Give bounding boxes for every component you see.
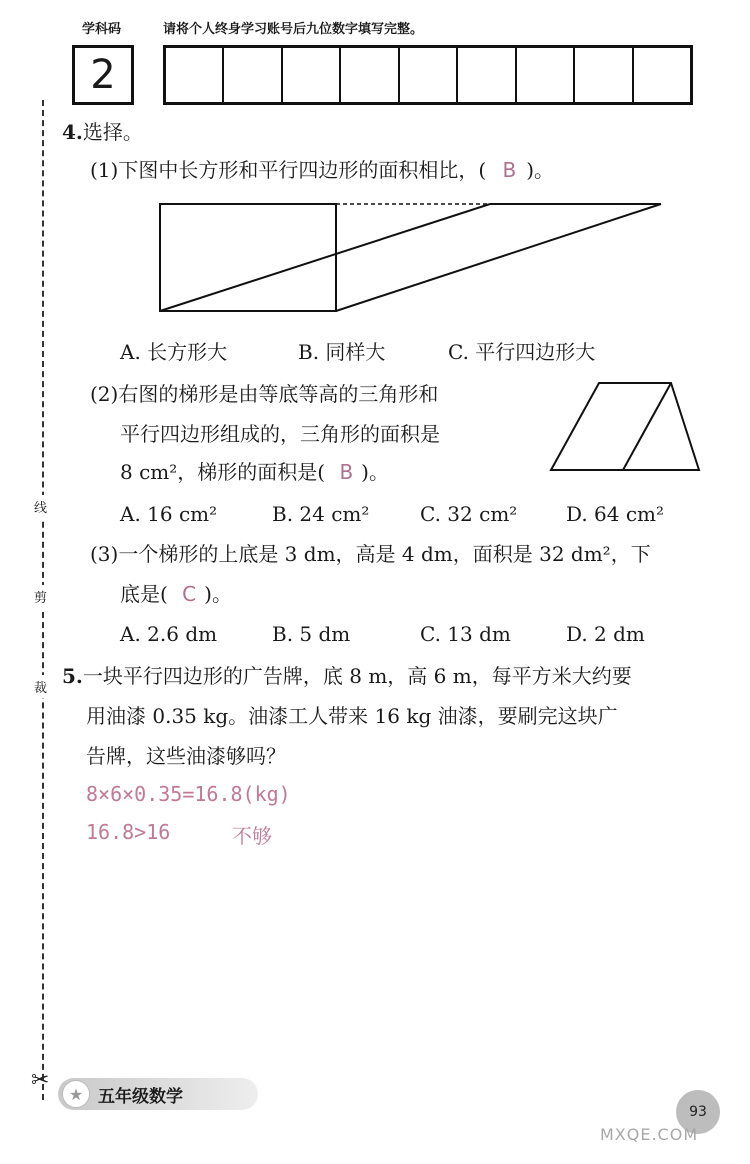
cut-word-cut: 剪 [34, 585, 47, 608]
q4-3-line2 [120, 580, 232, 608]
trapezoid-shape [551, 383, 699, 470]
star-icon: ★ [62, 1080, 90, 1108]
q4-3-option-d: D. 2 dm [566, 622, 645, 646]
q4-heading: 选择。 [82, 120, 143, 144]
digit-box[interactable] [341, 48, 399, 102]
watermark: MXQE.COM [600, 1125, 699, 1144]
q4-1-option-a: A. 长方形大 [120, 340, 228, 364]
q4-2-option-c: C. 32 cm² [420, 502, 518, 526]
q4-2-suffix: )。 [361, 460, 389, 484]
q4-title [62, 118, 143, 146]
q4-number: 4. [62, 120, 83, 144]
q4-1-text: (1)下图中长方形和平行四边形的面积相比，( [90, 158, 487, 182]
footer-book-title: 五年级数学 [98, 1087, 183, 1107]
q5-text1: 一块平行四边形的广告牌，底 8 m，高 6 m，每平方米大约要 [82, 664, 632, 688]
q5-line2: 用油漆 0.35 kg。油漆工人带来 16 kg 油漆，要刷完这块广 [86, 704, 618, 728]
q4-1-option-b: B. 同样大 [298, 340, 386, 364]
parallelogram-left-edge [160, 204, 490, 311]
q4-2-option-d: D. 64 cm² [566, 502, 665, 526]
digit-box[interactable] [458, 48, 516, 102]
q4-2-option-a: A. 16 cm² [120, 502, 218, 526]
q4-2-line3 [120, 458, 389, 486]
digit-box[interactable] [575, 48, 633, 102]
q5-work-comparison: 16.8>16 [86, 820, 171, 844]
q4-3-answer: C [182, 582, 197, 606]
subject-code-label: 学科码 [82, 22, 122, 37]
q5-work-calculation: 8×6×0.35=16.8(kg) [86, 782, 291, 806]
page-number: 93 [689, 1104, 707, 1120]
q4-1-prompt [90, 156, 554, 184]
digit-box[interactable] [634, 48, 690, 102]
digit-box[interactable] [166, 48, 224, 102]
q5-line3: 告牌，这些油漆够吗？ [86, 744, 286, 768]
q4-3-option-a: A. 2.6 dm [120, 622, 218, 646]
q4-3-text: 底是( [120, 582, 168, 606]
q4-1-option-c: C. 平行四边形大 [448, 340, 596, 364]
q5-work-conclusion: 不够 [232, 824, 272, 848]
digit-box[interactable] [224, 48, 282, 102]
q4-3-line1: (3)一个梯形的上底是 3 dm，高是 4 dm，面积是 32 dm²，下 [90, 542, 651, 566]
q4-1-answer: B [502, 158, 517, 182]
cut-word-line: 线 [34, 495, 47, 518]
q4-3-option-c: C. 13 dm [420, 622, 511, 646]
subject-code-value: 2 [90, 52, 116, 98]
scissors-icon: ✂ [31, 1068, 50, 1093]
rectangle-shape [160, 204, 336, 311]
trapezoid-divider [623, 383, 671, 470]
q5-number: 5. [62, 664, 83, 688]
parallelogram-right-edge [336, 204, 661, 311]
q4-2-text: 8 cm²，梯形的面积是( [120, 460, 326, 484]
account-digit-boxes[interactable] [163, 45, 693, 105]
account-instruction: 请将个人终身学习账号后九位数字填写完整。 [163, 22, 424, 37]
q5-line1 [62, 662, 632, 690]
q4-3-suffix: )。 [204, 582, 232, 606]
cut-word-trim: 裁 [34, 675, 47, 698]
q4-3-option-b: B. 5 dm [272, 622, 351, 646]
digit-box[interactable] [400, 48, 458, 102]
digit-box[interactable] [517, 48, 575, 102]
q4-2-line1: (2)右图的梯形是由等底等高的三角形和 [90, 382, 439, 406]
subject-code-box [72, 45, 134, 105]
q4-2-option-b: B. 24 cm² [272, 502, 370, 526]
trapezoid-figure [545, 378, 705, 476]
q4-2-answer: B [339, 460, 354, 484]
q4-2-line2: 平行四边形组成的，三角形的面积是 [120, 422, 440, 446]
q4-1-suffix: )。 [526, 158, 555, 182]
digit-box[interactable] [283, 48, 341, 102]
rectangle-parallelogram-figure [150, 195, 670, 320]
